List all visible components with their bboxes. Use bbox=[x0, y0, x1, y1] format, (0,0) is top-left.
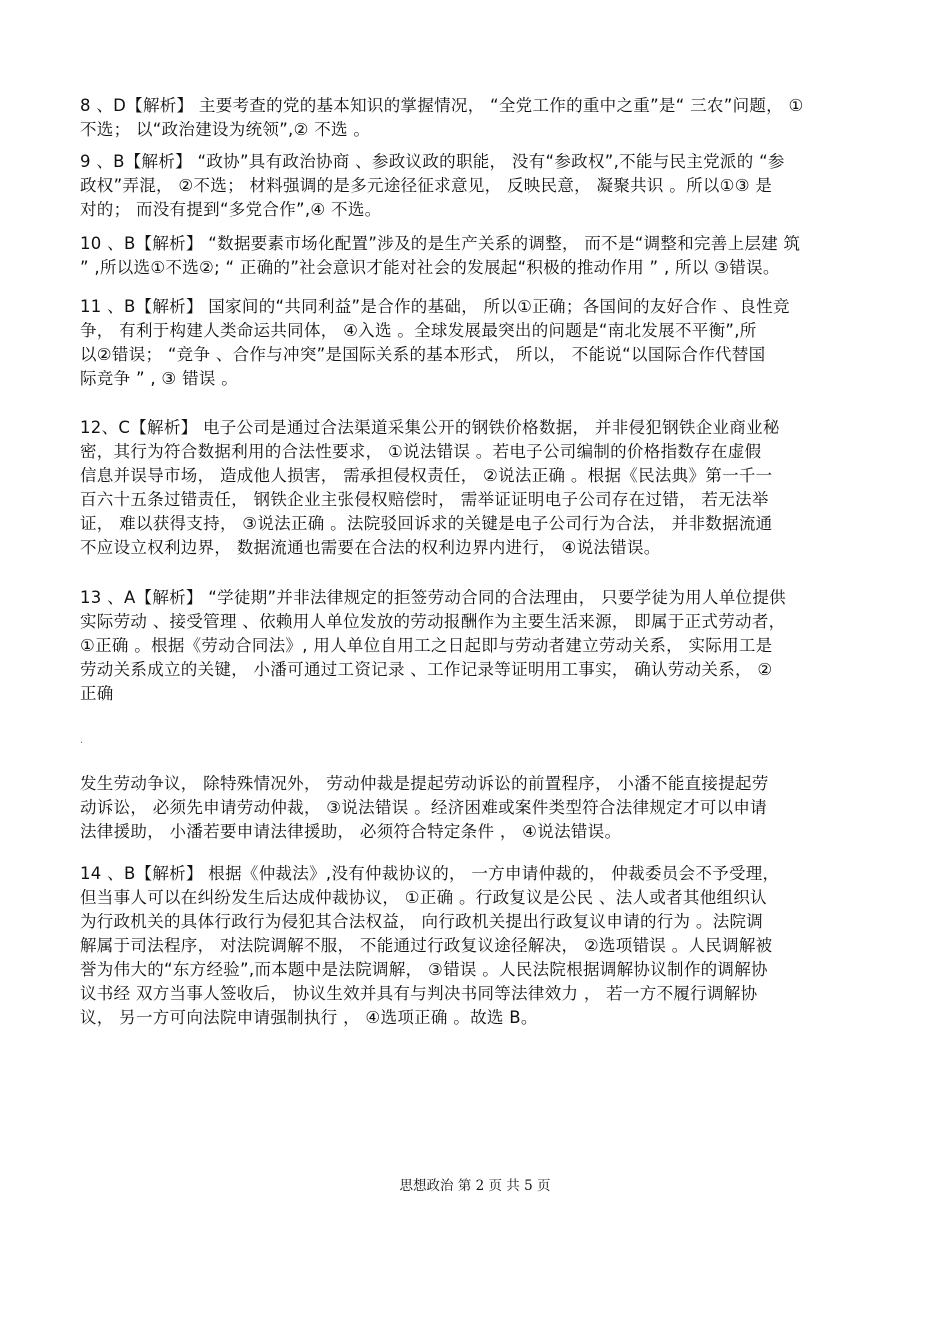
text-line: 正确 bbox=[80, 684, 114, 703]
answer-explanation-q13 bbox=[80, 586, 870, 706]
text-line: 议， 另一方可向法院申请强制执行 ， ④选项正确 。故选 B。 bbox=[80, 1008, 538, 1027]
text-line: 9 、B【解析】 “政协”具有政治协商 、参政议政的职能， 没有“参政权”,不能与民主党派的 “参 bbox=[80, 152, 785, 171]
text-line: 为行政机关的具体行政行为侵犯其合法权益， 向行政机关提出行政复议申请的行为 。法院调 bbox=[80, 912, 764, 931]
text-line: 以②错误； “竞争 、合作与冲突”是国际关系的基本形式， 所以， 不能说“以国际合作代替国 bbox=[80, 345, 766, 364]
answer-explanation-q9 bbox=[80, 150, 870, 222]
text-line: 对的； 而没有提到“多党合作”,④ 不选。 bbox=[80, 200, 382, 219]
text-line: 法律援助， 小潘若要申请法律援助， 必须符合特定条件 ， ④说法错误。 bbox=[80, 822, 622, 841]
text-line: ” ,所以选①不选②; “ 正确的”社会意识才能对社会的发展起“积极的推动作用 ” , 所以 ③错误。 bbox=[80, 258, 780, 277]
text-line: 10 、B【解析】 “数据要素市场化配置”涉及的是生产关系的调整， 而不是“调整和完善上层建 筑 bbox=[80, 234, 801, 253]
text-line: 13 、A【解析】 “学徒期”并非法律规定的拒签劳动合同的合法理由， 只要学徒为用人单位提供 bbox=[80, 588, 786, 607]
text-line: 不应设立权利边界， 数据流通也需要在合法的权利边界内进行， ④说法错误。 bbox=[80, 538, 661, 557]
text-line: 动诉讼， 必须先申请劳动仲裁， ③说法错误 。经济困难或案件类型符合法律规定才可以申请 bbox=[80, 798, 767, 817]
text-line: 百六十五条过错责任， 钢铁企业主张侵权赔偿时， 需举证证明电子公司存在过错， 若无法举 bbox=[80, 490, 769, 509]
answer-explanation-q11 bbox=[80, 295, 870, 391]
text-line: 密，其行为符合数据利用的合法性要求， ①说法错误 。若电子公司编制的价格指数存在虚假 bbox=[80, 442, 762, 461]
text-line: 证， 难以获得支持， ③说法正确 。法院驳回诉求的关键是电子公司行为合法， 并非数据流通 bbox=[80, 514, 773, 533]
text-line: 11 、B【解析】 国家间的“共同利益”是合作的基础， 所以①正确；各国间的友好合作 、良性竞 bbox=[80, 297, 790, 316]
text-line: 8 、D【解析】 主要考查的党的基本知识的掌握情况， “全党工作的重中之重”是“ 三农”问题， ① bbox=[80, 96, 804, 115]
answer-explanation-q14 bbox=[80, 862, 870, 1030]
text-line: 信息并误导市场， 造成他人损害， 需承担侵权责任， ②说法正确 。根据《民法典》第一千一 bbox=[80, 466, 773, 485]
stray-mark: . bbox=[80, 735, 84, 746]
text-line: 14 、B【解析】 根据《仲裁法》,没有仲裁协议的， 一方申请仲裁的， 仲裁委员会不予受理， bbox=[80, 864, 780, 883]
answer-explanation-q8 bbox=[80, 94, 870, 142]
text-line: 争， 有利于构建人类命运共同体， ④入选 。全球发展最突出的问题是“南北发展不平衡”,所 bbox=[80, 321, 757, 340]
answer-explanation-q12 bbox=[80, 416, 870, 560]
text-line: 不选； 以“政治建设为统领”,② 不选 。 bbox=[80, 120, 371, 139]
answer-explanation-q10 bbox=[80, 232, 870, 280]
text-line: 誉为伟大的“东方经验”,而本题中是法院调解， ③错误 。人民法院根据调解协议制作的调解协 bbox=[80, 960, 768, 979]
text-line: ①正确 。根据《劳动合同法》, 用人单位自用工之日起即与劳动者建立劳动关系， 实际用工是 bbox=[80, 636, 773, 655]
text-line: 实际劳动 、接受管理 、依赖用人单位发放的劳动报酬作为主要生活来源， 即属于正式劳动者， bbox=[80, 612, 786, 631]
page-footer: 思想政治 第 2 页 共 5 页 bbox=[399, 1178, 551, 1194]
text-line: 解属于司法程序， 对法院调解不服， 不能通过行政复议途径解决， ②选项错误 。人民调解被 bbox=[80, 936, 773, 955]
text-line: 发生劳动争议， 除特殊情况外， 劳动仲裁是提起劳动诉讼的前置程序， 小潘不能直接提起劳 bbox=[80, 774, 769, 793]
answer-explanation-q13-continued bbox=[80, 772, 870, 844]
text-line: 际竞争 ” , ③ 错误 。 bbox=[80, 369, 239, 388]
text-line: 12、C【解析】 电子公司是通过合法渠道采集公开的钢铁价格数据， 并非侵犯钢铁企业商业秘 bbox=[80, 418, 780, 437]
text-line: 但当事人可以在纠纷发生后达成仲裁协议， ①正确 。行政复议是公民 、法人或者其他组织认 bbox=[80, 888, 767, 907]
text-line: 议书经 双方当事人签收后， 协议生效并具有与判决书同等法律效力 ， 若一方不履行调解协 bbox=[80, 984, 758, 1003]
text-line: 劳动关系成立的关键， 小潘可通过工资记录 、工作记录等证明用工事实， 确认劳动关系， ② bbox=[80, 660, 773, 679]
text-line: 政权”弄混， ②不选； 材料强调的是多元途径征求意见， 反映民意， 凝聚共识 。所以①③ 是 bbox=[80, 176, 773, 195]
